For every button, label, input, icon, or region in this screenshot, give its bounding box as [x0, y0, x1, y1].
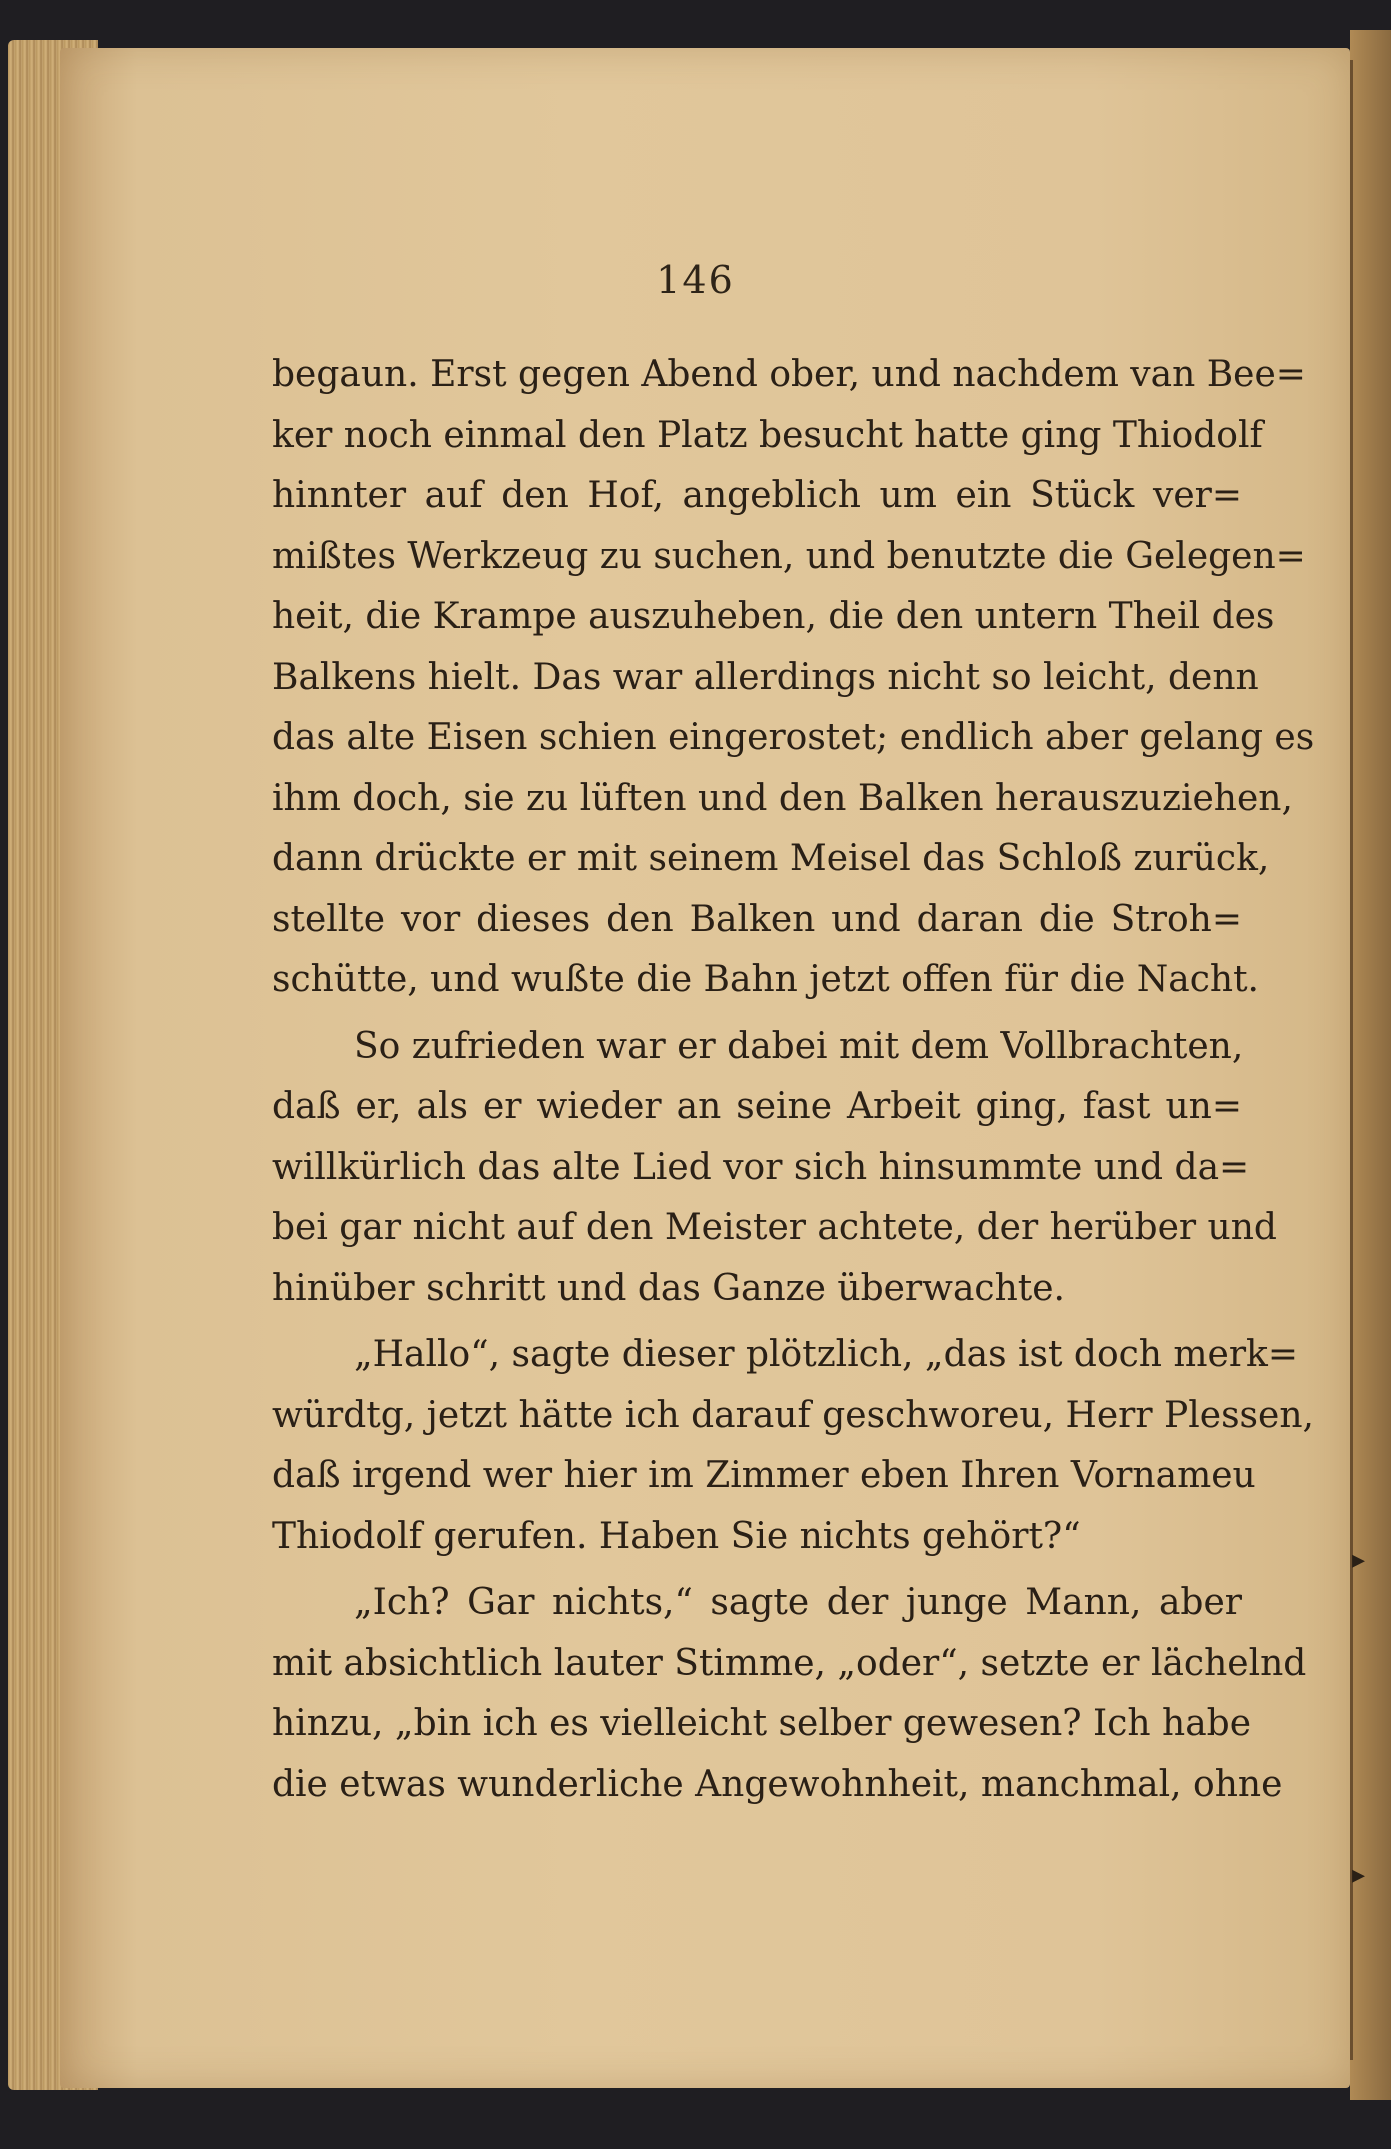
page-gutter: [1350, 60, 1353, 2060]
margin-arrow-mark: ▸: [1352, 1545, 1366, 1575]
text-line: „Hallo“, sagte dieser plötzlich, „das ist doch merk=: [354, 1334, 1299, 1375]
text-line: willkürlich das alte Lied vor sich hinsummte und da=: [272, 1146, 1250, 1188]
text-line: stellte vor dieses den Balken und daran die Stroh=: [272, 898, 1242, 940]
text-line: mit absichtlich lauter Stimme, „oder“, setzte er lächelnd: [272, 1642, 1307, 1684]
paragraph: [272, 1573, 1307, 1815]
text-line: begaun. Erst gegen Abend ober, und nachdem van Bee=: [272, 354, 1306, 395]
text-line: mißtes Werkzeug zu suchen, und benutzte die Gelegen=: [272, 535, 1306, 577]
text-line: würdtg, jetzt hätte ich darauf geschworeu, Herr Plessen,: [272, 1394, 1314, 1436]
text-line: daß irgend wer hier im Zimmer eben Ihren Vornameu: [272, 1455, 1256, 1496]
text-line: schütte, und wußte die Bahn jetzt offen für die Nacht.: [272, 959, 1259, 1000]
margin-arrow-mark: ▸: [1352, 1860, 1366, 1890]
text-line: hinzu, „bin ich es vielleicht selber gewesen? Ich habe: [272, 1703, 1252, 1744]
text-line: heit, die Krampe auszuheben, die den untern Theil des: [272, 596, 1275, 637]
paragraph: [272, 1017, 1277, 1320]
text-line: „Ich? Gar nichts,“ sagte der junge Mann, aber: [354, 1582, 1242, 1623]
text-line: Thiodolf gerufen. Haben Sie nichts gehört?“: [272, 1515, 1081, 1557]
text-line: ker noch einmal den Platz besucht hatte ging Thiodolf: [272, 414, 1263, 456]
next-page-strip: [1350, 30, 1391, 2100]
text-line: dann drückte er mit seinem Meisel das Schloß zurück,: [272, 838, 1270, 879]
text-line: bei gar nicht auf den Meister achtete, der herüber und: [272, 1207, 1277, 1248]
text-line: hinnter auf den Hof, angeblich um ein Stück ver=: [272, 475, 1242, 516]
page-number: 146: [656, 258, 735, 302]
text-line: daß er, als er wieder an seine Arbeit ging, fast un=: [272, 1086, 1242, 1127]
text-line: die etwas wunderliche Angewohnheit, manchmal, ohne: [272, 1763, 1283, 1805]
paragraph: [272, 1325, 1314, 1567]
paragraph: [272, 345, 1315, 1011]
text-line: hinüber schritt und das Ganze überwachte.: [272, 1267, 1065, 1309]
text-line: das alte Eisen schien eingerostet; endlich aber gelang es: [272, 717, 1315, 758]
text-line: ihm doch, sie zu lüften und den Balken herauszuziehen,: [272, 777, 1293, 819]
text-line: So zufrieden war er dabei mit dem Vollbrachten,: [354, 1025, 1244, 1067]
body-text: [272, 345, 1315, 1815]
text-line: Balkens hielt. Das war allerdings nicht so leicht, denn: [272, 656, 1259, 698]
